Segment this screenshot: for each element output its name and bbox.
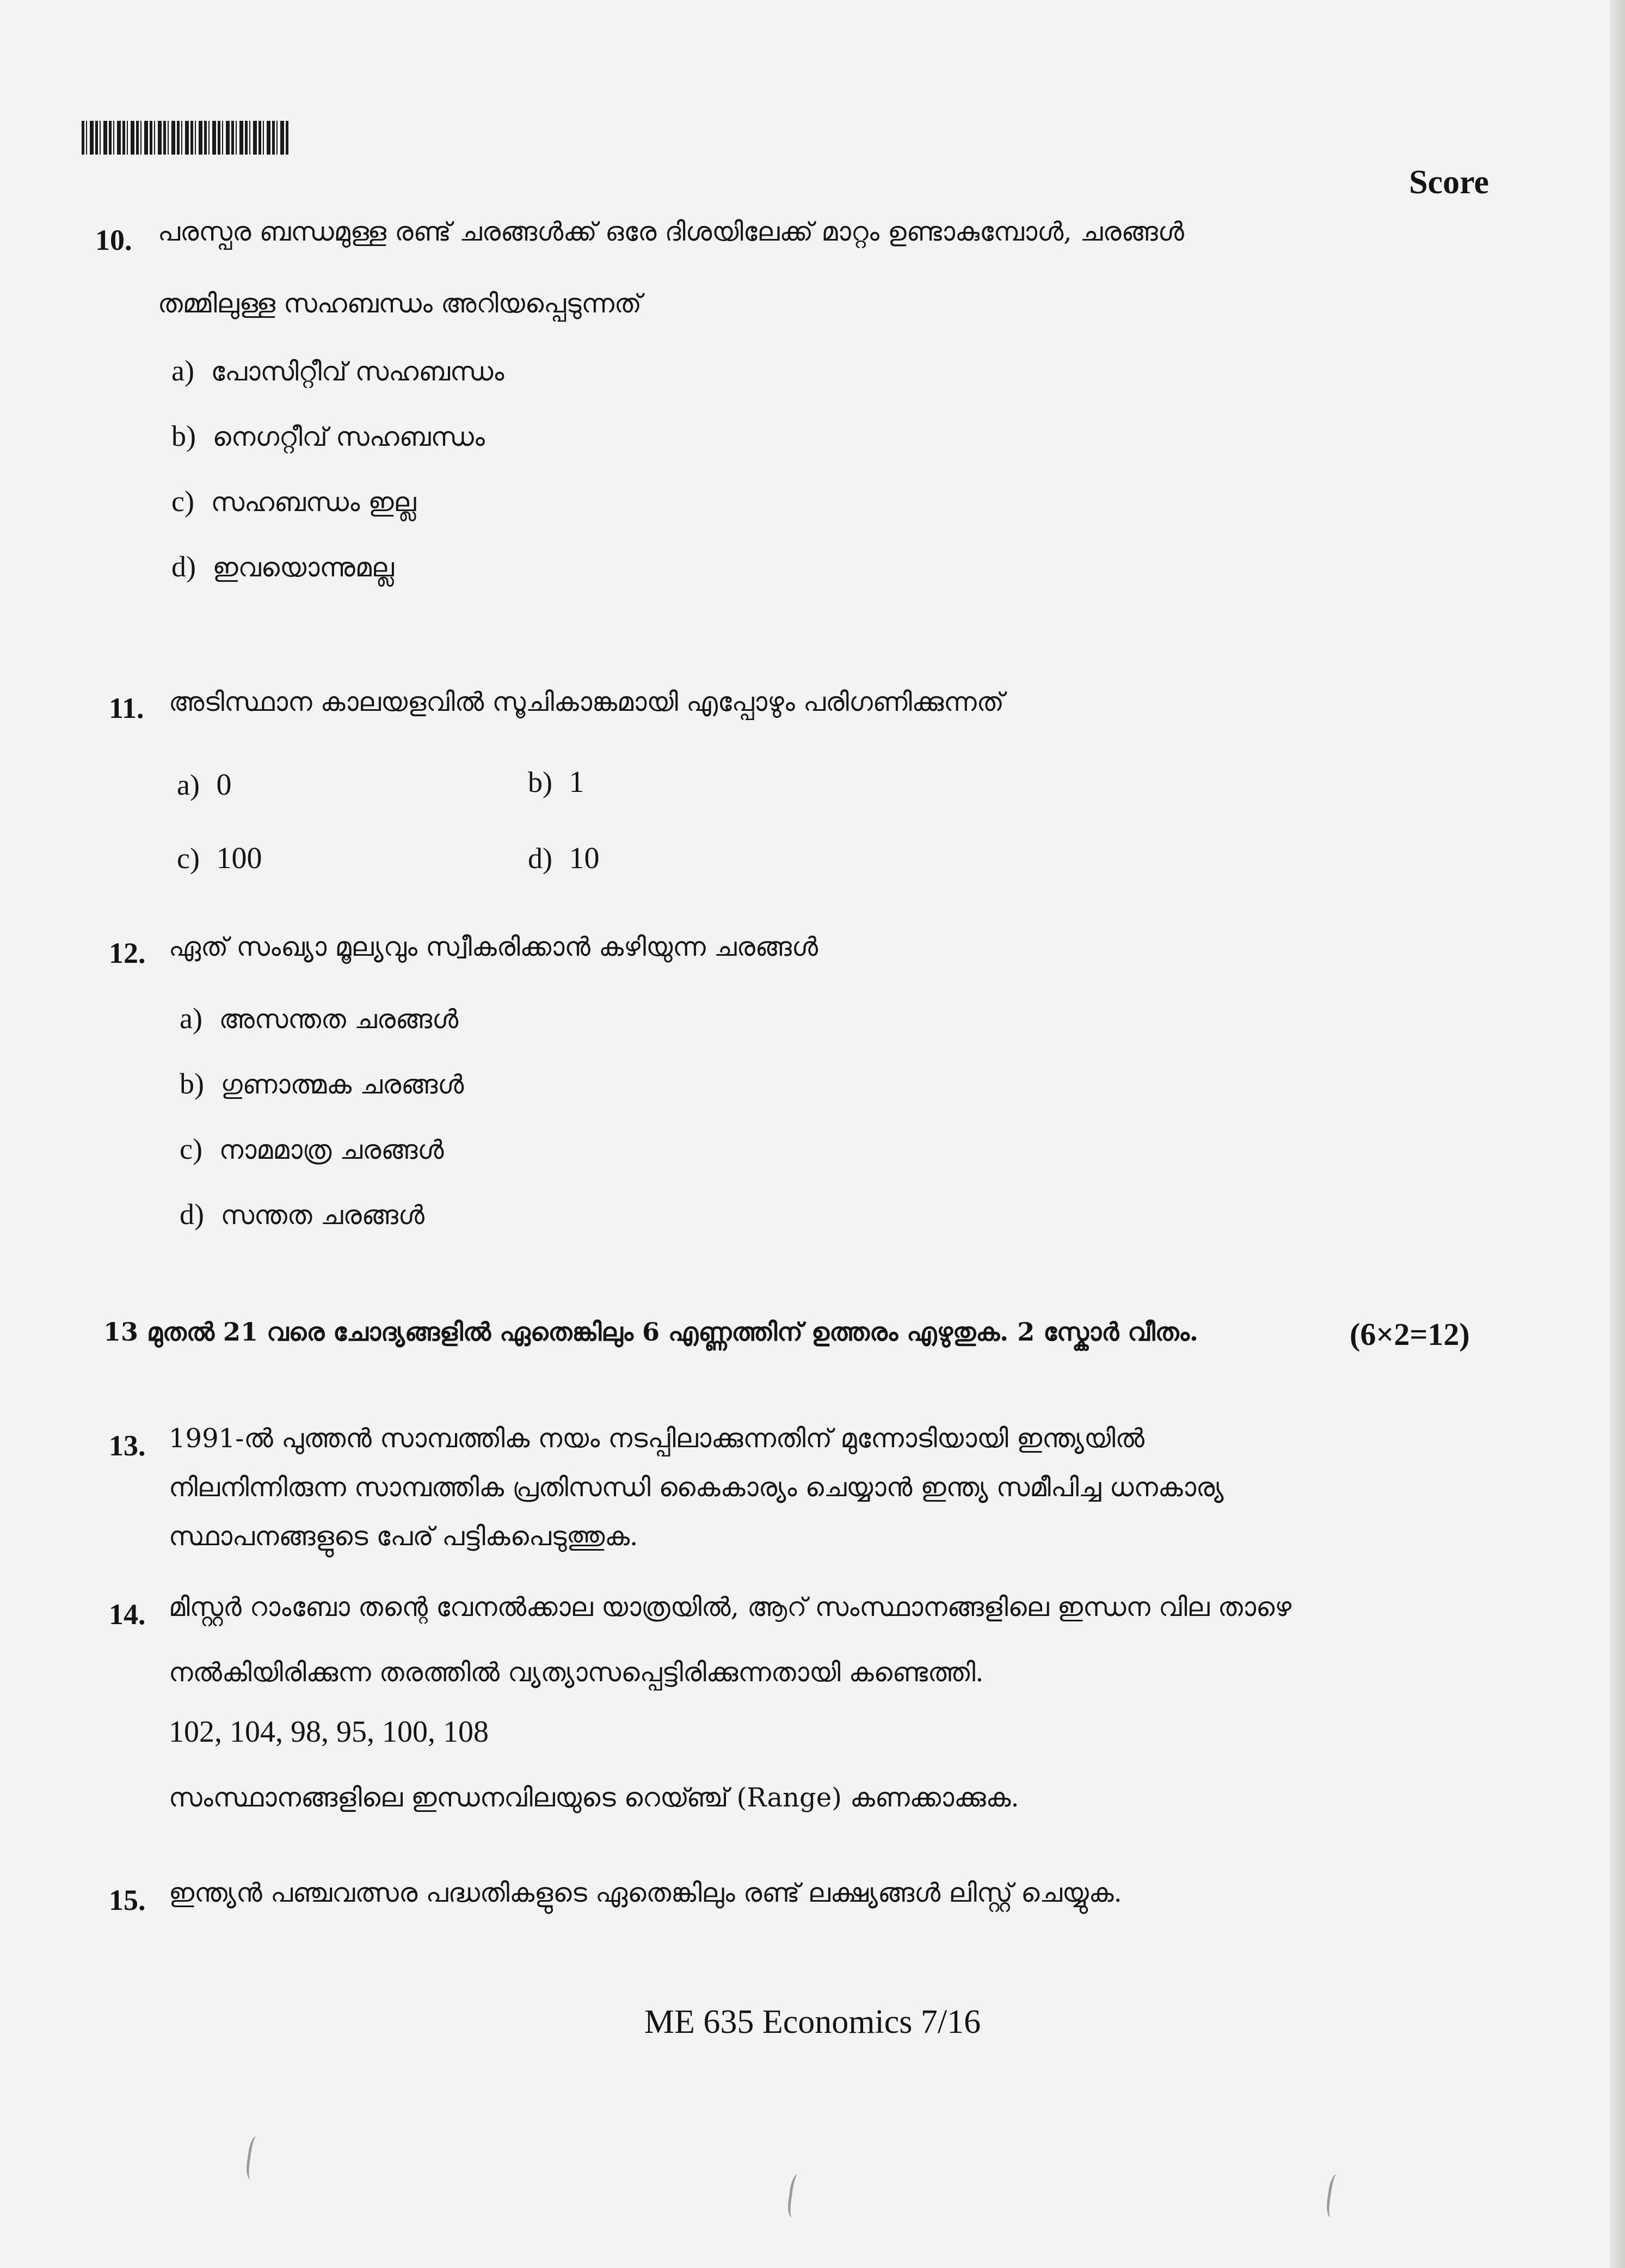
option-text: സഹബന്ധം ഇല്ല — [211, 487, 416, 518]
option-text: 100 — [216, 841, 262, 875]
q10-option-a — [171, 354, 504, 388]
option-label: b) — [528, 766, 552, 798]
option-label: a) — [180, 1002, 202, 1035]
q11-text: അടിസ്ഥാന കാലയളവിൽ സൂചികാങ്കമായി എപ്പോഴും പരിഗണിക്കുന്നത് — [169, 687, 1004, 717]
barcode — [82, 121, 288, 155]
q10-option-b — [171, 419, 485, 453]
q14-price-values: 102, 104, 98, 95, 100, 108 — [169, 1715, 489, 1749]
q14-text-line1: മിസ്റ്റർ റാംബോ തന്റെ വേനൽക്കാല യാത്രയിൽ, ആറ് സംസ്ഥാനങ്ങളിലെ ഇന്ധന വില താഴെ — [169, 1592, 1292, 1622]
q10-text-line1: പരസ്പര ബന്ധമുള്ള രണ്ട് ചരങ്ങൾക്ക് ഒരേ ദിശയിലേക്ക് മാറ്റം ഉണ്ടാകുമ്പോൾ, ചരങ്ങൾ — [158, 217, 1184, 247]
q10-option-c — [171, 484, 416, 518]
score-heading: Score — [1409, 164, 1489, 201]
q10-text-line2: തമ്മിലുള്ള സഹബന്ധം അറിയപ്പെടുന്നത് — [158, 288, 642, 319]
option-text: 0 — [216, 768, 232, 802]
option-text: ഇവയൊന്നുമല്ല — [212, 552, 394, 583]
q12-option-b — [180, 1067, 464, 1101]
section-instruction: 13 മുതൽ 21 വരെ ചോദ്യങ്ങളിൽ ഏതെങ്കിലും 6 എണ്ണത്തിന് ഉത്തരം എഴുതുക. 2 സ്കോർ വീതം. — [103, 1317, 1198, 1347]
option-label: c) — [180, 1133, 202, 1165]
option-text: നെഗറ്റീവ് സഹബന്ധം — [212, 422, 485, 452]
option-text: അസന്തത ചരങ്ങൾ — [219, 1004, 459, 1035]
q13-number: 13. — [109, 1429, 146, 1462]
scan-mark-right — [1325, 2174, 1346, 2219]
q11-option-c — [177, 841, 262, 876]
q14-number: 14. — [109, 1598, 146, 1631]
q15-text: ഇന്ത്യൻ പഞ്ചവത്സര പദ്ധതികളുടെ ഏതെങ്കിലും രണ്ട് ലക്ഷ്യങ്ങൾ ലിസ്റ്റ് ചെയ്യുക. — [169, 1878, 1122, 1908]
q11-option-b — [528, 765, 584, 800]
option-text: സന്തത ചരങ്ങൾ — [220, 1200, 424, 1231]
q12-text: ഏത് സംഖ്യാ മൂല്യവും സ്വീകരിക്കാൻ കഴിയുന്ന ചരങ്ങൾ — [169, 932, 818, 962]
q13-text-line1: 1991-ൽ പുത്തൻ സാമ്പത്തിക നയം നടപ്പിലാക്കുന്നതിന് മുന്നോടിയായി ഇന്ത്യയിൽ — [169, 1423, 1144, 1454]
option-label: c) — [171, 485, 194, 518]
option-text: 1 — [569, 765, 584, 799]
option-label: d) — [528, 842, 552, 875]
option-label: d) — [171, 550, 196, 583]
q14-text-line2: നൽകിയിരിക്കുന്ന തരത്തിൽ വ്യത്യാസപ്പെട്ടിരിക്കുന്നതായി കണ്ടെത്തി. — [169, 1657, 984, 1688]
q12-option-c — [180, 1132, 444, 1166]
option-text: പോസിറ്റീവ് സഹബന്ധം — [211, 357, 504, 387]
q10-number: 10. — [95, 224, 132, 256]
option-text: ഗുണാത്മക ചരങ്ങൾ — [220, 1070, 464, 1100]
q12-number: 12. — [109, 937, 146, 969]
q12-option-d — [180, 1197, 424, 1231]
option-text: 10 — [569, 841, 600, 875]
page-edge-shadow — [1610, 0, 1625, 2268]
q11-number: 11. — [109, 692, 144, 724]
q11-option-d — [528, 841, 600, 876]
option-label: c) — [177, 842, 200, 875]
q14-text-line3: സംസ്ഥാനങ്ങളിലെ ഇന്ധനവിലയുടെ റെയ്ഞ്ച് (Range) കണക്കാക്കുക. — [169, 1783, 1019, 1813]
option-label: a) — [171, 354, 194, 387]
option-label: b) — [171, 420, 196, 452]
option-label: a) — [177, 769, 200, 801]
q10-option-d — [171, 550, 394, 583]
scan-mark-left — [245, 2136, 266, 2181]
q13-text-line2: നിലനിന്നിരുന്ന സാമ്പത്തിക പ്രതിസന്ധി കൈകാര്യം ചെയ്യാൻ ഇന്ത്യ സമീപിച്ച ധനകാര്യ — [169, 1472, 1224, 1503]
q12-option-a — [180, 1001, 458, 1035]
scan-mark-center — [786, 2174, 807, 2219]
page-footer-code: ME 635 Economics 7/16 — [644, 2003, 981, 2040]
section-marks: (6×2=12) — [1350, 1317, 1470, 1352]
q13-text-line3: സ്ഥാപനങ്ങളുടെ പേര് പട്ടികപെടുത്തുക. — [169, 1521, 638, 1552]
q15-number: 15. — [109, 1884, 146, 1916]
q11-option-a — [177, 767, 231, 802]
option-label: b) — [180, 1067, 204, 1100]
option-label: d) — [180, 1198, 204, 1231]
option-text: നാമമാത്ര ചരങ്ങൾ — [219, 1135, 444, 1165]
